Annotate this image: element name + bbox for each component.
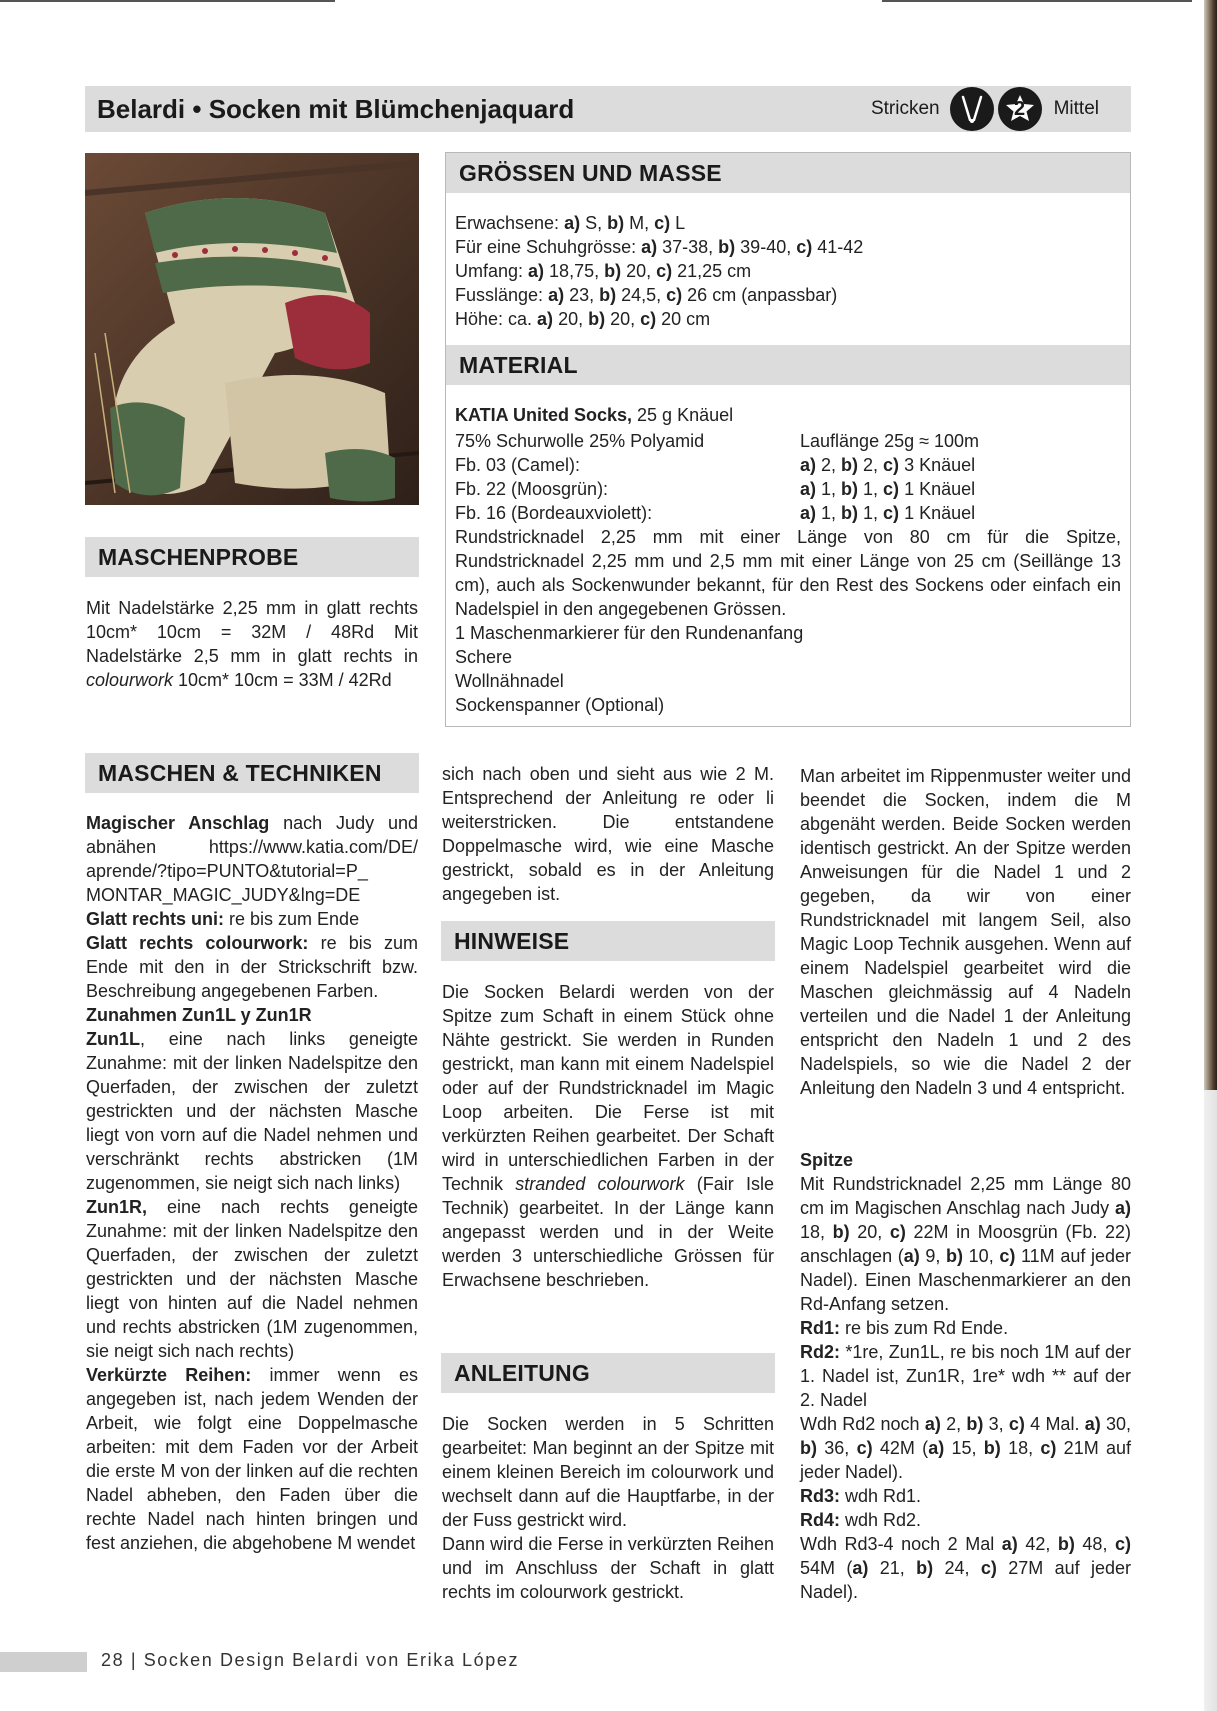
sock-photo [85,153,419,505]
page-edge-blank [1204,1090,1217,1711]
material-row-right: a) 2, b) 2, c) 3 Knäuel [800,455,976,475]
material-extra: 1 Maschenmarkierer für den Rundenanfang [455,623,804,643]
title-bar [85,86,1131,132]
col2-continuation: sich nach oben und sieht aus wie 2 M. Entsprechend der Anleitung re oder li weiterstricken. Die entstandene Doppelmasche wird, wie eine Masche gestrickt, sobald es in der Anleitung angegeben ist. [442,764,774,904]
yarn-name: KATIA United Socks, [455,405,633,425]
material-row-right: Lauflänge 25g ≈ 100m [800,431,980,451]
level-label: Mittel [1053,98,1099,119]
col3-intro: Man arbeitet im Rippenmuster weiter und beendet die Socken, indem die M abgenäht werden. Beide Socken werden identisch gestrickt. An der Spitze werden Anweisungen für die Nadel 1 und 2 gegeben, da wir von einer Rundstricknadel mit langem Seil, also Magic Loop Technik ausgehen. Wenn auf einem Nadelspiel gearbeitet wird die Maschen gleichmässig auf 4 Nadeln verteilen und die Nadel 1 der Anleitung entspricht den Nadeln 1 und 2 des Nadelspiels, so wie die Nadel 2 der Anleitung den Nadeln 3 und 4 entspricht. [800,766,1131,1098]
techniques-text: Magischer Anschlag nach Judy und abnähen https://www.katia.com/DE/ aprende/?tipo=PUNTO&tutorial=P_ MONTAR_MAGIC_JUDY&lng=DE Glatt rechts uni: re bis zum Ende Glatt rechts colourwork: re bis zum Ende mit den in der Strickschrift bzw. Beschreibung angegebenen Farben. Zunahmen Zun1L y Zun1R Zun1L, eine nach links geneigte Zunahme: mit der linken Nadelspitze den Querfaden, der zwischen der zuletzt gestrickten und der nächsten Masche liegt von vorn auf die Nadel nehmen und verschränkt rechts abstricken (1M zugenommen, sie neigt sich nach links) Zun1R, eine nach rechts geneigte Zunahme: mit der linken Nadelspitze den Querfaden, der zwischen der zuletzt gestrickten und der nächsten Masche liegt von hinten auf die Nadel nehmen und rechts abstricken (1M zugenommen, sie neigt sich nach rechts) Verkürzte Reihen: immer wenn es angegeben ist, nach jedem Wenden der Arbeit, wie folgt eine Doppelmasche arbeiten: mit dem Faden vor der Arbeit die erste M von der linken auf die rechten Nadel abheben, den Faden über die rechte Nadel nach hinten bringen und fest anziehen, die abgehobene M wendet [86,813,418,1553]
title-meta [871,86,1131,132]
sizes-heading: GRÖSSEN UND MASSE [459,159,722,186]
techniques-heading: MASCHEN & TECHNIKEN [98,759,382,786]
material-row-left: Fb. 22 (Moosgrün): [455,479,609,499]
footer-bar [0,1652,87,1672]
gauge-heading-bar [85,537,419,577]
knitting-needles-icon [950,87,994,131]
needles-text: Rundstricknadel 2,25 mm mit einer Länge von 80 cm für die Spitze, Rundstricknadel 2,25 mm und 2,5 mm mit einer Länge von 25 cm (Seillänge 13 cm), auch als Sockenwunder bekannt, für den Rest des Sockens oder einfach ein Nadelspiel in den angegebenen Grössen. [455,527,1121,619]
material-row-left: Fb. 03 (Camel): [455,455,581,475]
material-row-right: a) 1, b) 1, c) 1 Knäuel [800,503,976,523]
size-line: Umfang: a) 18,75, b) 20, c) 21,25 cm [455,261,752,281]
level-number: 2 [1014,97,1026,120]
page-edge-image [1204,0,1217,1090]
material-extra: Schere [455,647,513,667]
notes-heading-bar [441,921,775,961]
notes-heading: HINWEISE [454,927,570,954]
size-line: Erwachsene: a) S, b) M, c) L [455,213,686,233]
size-line: Für eine Schuhgrösse: a) 37-38, b) 39-40, c) 41-42 [455,237,864,257]
material-heading: MATERIAL [459,351,578,378]
gauge-heading: MASCHENPROBE [98,543,299,570]
material-extra: Sockenspanner (Optional) [455,695,665,715]
instructions-text: Die Socken werden in 5 Schritten gearbeitet: Man beginnt an der Spitze mit einem kleinen Bereich im colourwork und wechselt dann auf die Hauptfarbe, in der der Fuss gestrickt wird. Dann wird die Ferse in verkürzten Reihen und im Anschluss der Schaft in glatt rechts im colourwork gestrickt. [442,1414,774,1602]
category-label: Stricken [870,98,940,119]
size-line: Höhe: ca. a) 20, b) 20, c) 20 cm [455,309,711,329]
sizes-heading-bar [446,153,1130,193]
instructions-heading: ANLEITUNG [454,1359,590,1386]
gauge-text: Mit Nadelstärke 2,25 mm in glatt rechts 10cm* 10cm = 32M / 48Rd Mit Nadelstärke 2,5 mm in glatt rechts in colourwork 10cm* 10cm = 33M / 42Rd [86,598,418,690]
material-heading-bar [446,345,1130,385]
instructions-heading-bar [441,1353,775,1393]
top-rule-right [882,0,1192,2]
material-extra: Wollnähnadel [455,671,564,691]
page-footer: 28 | Socken Design Belardi von Erika López [101,1650,520,1670]
top-rule-left [0,0,335,2]
techniques-heading-bar [85,753,419,793]
size-line: Fusslänge: a) 23, b) 24,5, c) 26 cm (anpassbar) [455,285,838,305]
level-badge [998,87,1042,131]
page-title: Belardi • Socken mit Blümchenjaquard [97,93,575,124]
material-row-left: 75% Schurwolle 25% Polyamid [455,431,705,451]
toe-section: Spitze Mit Rundstricknadel 2,25 mm Länge 80 cm im Magischen Anschlag nach Judy a) 18, b) 20, c) 22M in Moosgrün (Fb. 22) anschlagen (a) 9, b) 10, c) 11M auf jeder Nadel). Einen Maschenmarkierer an den Rd-Anfang setzen. Rd1: re bis zum Rd Ende. Rd2: *1re, Zun1L, re bis noch 1M auf der 1. Nadel ist, Zun1R, 1re* wdh ** auf der 2. Nadel Wdh Rd2 noch a) 2, b) 3, c) 4 Mal. a) 30, b) 36, c) 42M (a) 15, b) 18, c) 21M auf jeder Nadel). Rd3: wdh Rd1. Rd4: wdh Rd2. Wdh Rd3-4 noch 2 Mal a) 42, b) 48, c) 54M (a) 21, b) 24, c) 27M auf jeder Nadel). [800,1150,1132,1602]
yarn-weight: 25 g Knäuel [632,405,734,425]
notes-text: Die Socken Belardi werden von der Spitze zum Schaft in einem Stück ohne Nähte gestrickt. Sie werden in Runden gestrickt, man kann mit einem Nadelspiel oder auf der Rundstricknadel im Magic Loop arbeiten. Die Ferse ist mit verkürzten Reihen gearbeitet. Der Schaft wird in unterschiedlichen Farben in der Technik stranded colourwork (Fair Isle Technik) gearbeitet. In der Länge kann angepasst werden und in der Weite werden 3 unterschiedliche Grössen für Erwachsene beschrieben. [442,982,774,1290]
material-row-left: Fb. 16 (Bordeauxviolett): [455,503,653,523]
material-row-right: a) 1, b) 1, c) 1 Knäuel [800,479,976,499]
yarn-line [455,403,733,427]
